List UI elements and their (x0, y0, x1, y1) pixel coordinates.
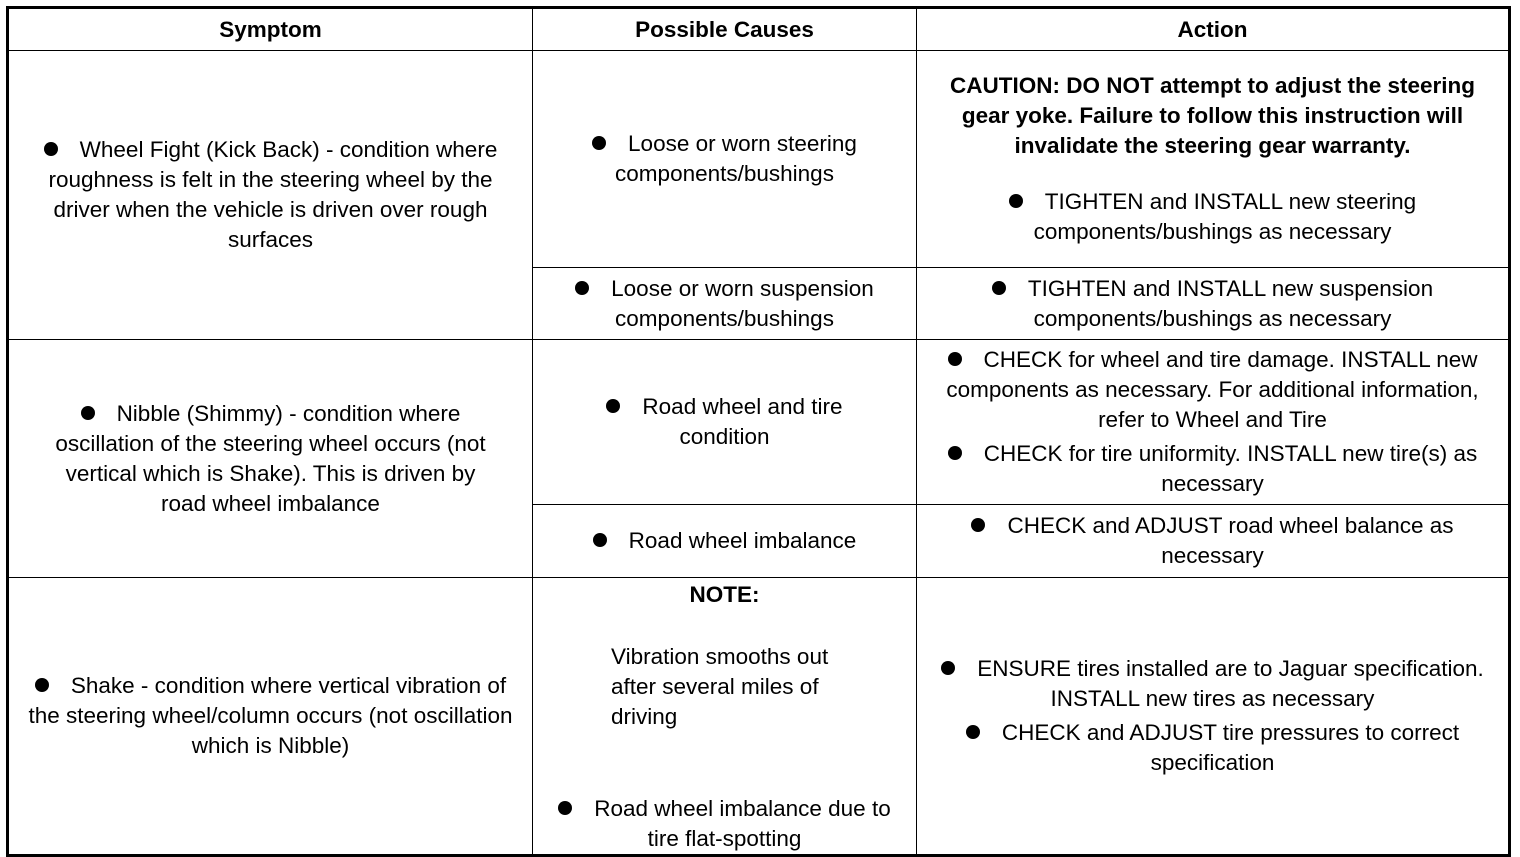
list-item (9, 671, 532, 761)
list-item (917, 439, 1508, 499)
list-item (917, 511, 1508, 571)
action-text: CHECK and ADJUST road wheel balance as necessary (1007, 513, 1454, 568)
cause-cell (533, 578, 917, 856)
symptom-text: Shake - condition where vertical vibration of the steering wheel/column occurs (not oscillation which is Nibble) (28, 673, 513, 758)
symptom-text: Nibble (Shimmy) - condition where oscillation of the steering wheel occurs (not vertical which is Shake). This is driven by road wheel imbalance (55, 400, 486, 516)
action-text: ENSURE tires installed are to Jaguar specification. INSTALL new tires as necessary (977, 656, 1484, 711)
bullet-icon (558, 801, 572, 815)
cause-cell (533, 51, 917, 268)
action-cell (917, 340, 1510, 505)
list-item (917, 187, 1508, 247)
list-item (533, 526, 916, 556)
table-row (8, 51, 1510, 268)
action-text: CHECK and ADJUST tire pressures to correct specification (1001, 720, 1460, 775)
note-title: NOTE: (689, 582, 760, 607)
note-text: Vibration smooths out after several miles of driving (611, 644, 829, 729)
symptom-cell (8, 51, 533, 340)
bullet-icon (948, 446, 962, 460)
header-possible-causes: Possible Causes (533, 8, 917, 51)
cause-text: Road wheel imbalance (628, 528, 857, 553)
list-item (917, 654, 1508, 714)
action-text: TIGHTEN and INSTALL new suspension components/bushings as necessary (1027, 275, 1434, 331)
caution-text: CAUTION: DO NOT attempt to adjust the steering gear yoke. Failure to follow this instruction will invalidate the steering gear warranty. (949, 73, 1475, 158)
action-cell (917, 505, 1510, 578)
bullet-icon (966, 725, 980, 739)
bullet-icon (971, 518, 985, 532)
cause-cell (533, 268, 917, 340)
bullet-icon (35, 678, 49, 692)
header-action: Action (917, 8, 1510, 51)
action-cell (917, 578, 1510, 856)
bullet-icon (992, 281, 1006, 295)
diagnosis-table (6, 6, 1511, 857)
symptom-cell (8, 578, 533, 856)
action-cell (917, 268, 1510, 340)
list-item (917, 345, 1508, 435)
bullet-icon (941, 661, 955, 675)
list-item (917, 718, 1508, 778)
symptom-cell (8, 340, 533, 578)
cause-text: Road wheel imbalance due to tire flat-spotting (594, 796, 891, 851)
list-item (533, 274, 916, 334)
cause-text: Road wheel and tire condition (642, 394, 843, 449)
list-item (9, 399, 532, 519)
bullet-icon (606, 399, 620, 413)
action-cell (917, 51, 1510, 268)
bullet-icon (575, 281, 589, 295)
list-item (533, 794, 916, 854)
bullet-icon (593, 533, 607, 547)
list-item (917, 274, 1508, 334)
table-row (8, 578, 1510, 856)
cause-text: Loose or worn suspension components/bushings (611, 275, 874, 331)
header-symptom: Symptom (8, 8, 533, 51)
bullet-icon (592, 136, 606, 150)
bullet-icon (948, 352, 962, 366)
symptom-text: Wheel Fight (Kick Back) - condition where roughness is felt in the steering wheel by the driver when the vehicle is driven over rough surfaces (48, 137, 498, 252)
cause-text: Loose or worn steering components/bushings (615, 131, 857, 186)
bullet-icon (44, 142, 58, 156)
cause-cell (533, 505, 917, 578)
action-text: CHECK for wheel and tire damage. INSTALL new components as necessary. For additional information, refer to Wheel and Tire (946, 347, 1479, 432)
bullet-icon (1009, 194, 1023, 208)
bullet-icon (81, 406, 95, 420)
table-row (8, 340, 1510, 505)
header-row (8, 8, 1510, 51)
list-item (533, 129, 916, 189)
list-item (9, 135, 532, 255)
action-text: CHECK for tire uniformity. INSTALL new tire(s) as necessary (983, 441, 1478, 496)
action-text: TIGHTEN and INSTALL new steering components/bushings as necessary (1033, 189, 1417, 244)
list-item (533, 392, 916, 452)
cause-cell (533, 340, 917, 505)
